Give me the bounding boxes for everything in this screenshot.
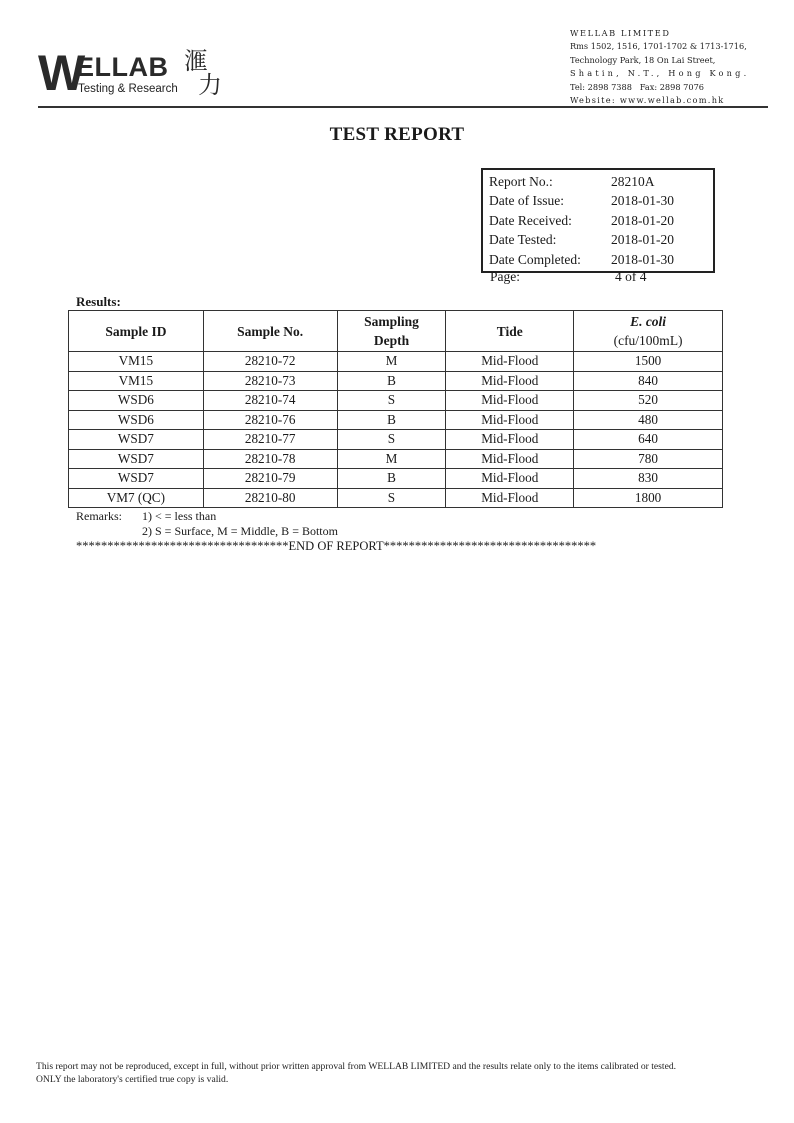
cell-ecoli: 480	[574, 410, 723, 430]
table-row	[69, 430, 723, 450]
logo-brand-text: ELLAB	[76, 52, 169, 82]
cell-depth: S	[337, 391, 446, 411]
logo-tagline: Testing & Research	[78, 83, 178, 95]
cell-sample-id: WSD7	[69, 449, 204, 469]
cell-depth: M	[337, 352, 446, 372]
table-row	[69, 391, 723, 411]
table-row	[69, 469, 723, 489]
cell-depth: S	[337, 430, 446, 450]
cell-sample-no: 28210-77	[203, 430, 337, 450]
cell-tide: Mid-Flood	[446, 488, 574, 508]
info-label: Date of Issue:	[489, 193, 564, 209]
info-label: Report No.:	[489, 173, 553, 189]
footer-line-1: This report may not be reproduced, except in full, without prior written approval from WELLAB LIMITED and the results relate only to the items calibrated or tested.	[36, 1061, 677, 1072]
remark-1: 1) < = less than	[142, 509, 217, 523]
logo-cjk-char-2: 力	[198, 73, 222, 99]
info-value: 28210A	[611, 173, 655, 189]
website: Website: www.wellab.com.hk	[570, 95, 725, 106]
table-row	[69, 488, 723, 508]
cell-ecoli: 830	[574, 469, 723, 489]
cell-sample-id: VM15	[69, 352, 204, 372]
info-value: 2018-01-20	[611, 232, 674, 248]
cell-sample-id: VM7 (QC)	[69, 488, 204, 508]
info-row-date-tested	[483, 231, 713, 251]
info-label: Date Completed:	[489, 251, 581, 267]
cell-ecoli: 1800	[574, 488, 723, 508]
cell-tide: Mid-Flood	[446, 410, 574, 430]
logo-cjk-char-1: 滙	[184, 49, 208, 75]
info-row-date-completed	[483, 250, 713, 270]
cell-sample-no: 28210-80	[203, 488, 337, 508]
table-row	[69, 410, 723, 430]
header-ecoli-unit: (cfu/100mL)	[613, 333, 683, 348]
header-sampling-depth	[337, 311, 446, 352]
page-number	[481, 269, 647, 285]
table-header-row	[69, 311, 723, 352]
info-row-date-of-issue	[483, 192, 713, 212]
address-line-1: Rms 1502, 1516, 1701-1702 & 1713-1716,	[570, 41, 747, 52]
address-line-3: Shatin, N.T., Hong Kong.	[570, 68, 750, 79]
cell-tide: Mid-Flood	[446, 352, 574, 372]
cell-sample-id: VM15	[69, 371, 204, 391]
results-table	[68, 310, 723, 508]
cell-tide: Mid-Flood	[446, 391, 574, 411]
cell-sample-no: 28210-74	[203, 391, 337, 411]
company-logo	[38, 46, 278, 106]
table-row	[69, 352, 723, 372]
info-label: Date Received:	[489, 212, 572, 228]
cell-sample-no: 28210-78	[203, 449, 337, 469]
cell-sample-id: WSD7	[69, 430, 204, 450]
page-title: TEST REPORT	[329, 124, 465, 145]
results-heading: Results:	[76, 294, 121, 309]
header-divider	[38, 106, 768, 108]
logo-letter-w: W	[38, 45, 84, 101]
footer-disclaimer	[36, 1060, 766, 1086]
table-row	[69, 449, 723, 469]
cell-sample-id: WSD6	[69, 391, 204, 411]
cell-depth: B	[337, 410, 446, 430]
cell-tide: Mid-Flood	[446, 371, 574, 391]
remarks-label: Remarks:	[76, 509, 122, 523]
address-line-2: Technology Park, 18 On Lai Street,	[570, 54, 716, 65]
cell-ecoli: 780	[574, 449, 723, 469]
cell-sample-no: 28210-76	[203, 410, 337, 430]
info-value: 2018-01-30	[611, 251, 674, 267]
header-ecoli-name: E. coli	[630, 314, 667, 329]
table-row	[69, 371, 723, 391]
footer-line-2: ONLY the laboratory's certified true copy is valid.	[36, 1074, 229, 1085]
info-row-report-no	[483, 172, 713, 192]
cell-sample-no: 28210-73	[203, 371, 337, 391]
cell-sample-no: 28210-79	[203, 469, 337, 489]
header-tide: Tide	[446, 311, 574, 352]
company-address-block	[570, 27, 770, 107]
cell-tide: Mid-Flood	[446, 469, 574, 489]
company-name: WELLAB LIMITED	[570, 28, 671, 38]
remarks	[76, 509, 338, 539]
cell-tide: Mid-Flood	[446, 449, 574, 469]
header-depth-line-2: Depth	[373, 333, 410, 348]
phone-fax: Tel: 2898 7388 Fax: 2898 7076	[570, 81, 704, 92]
header-ecoli	[574, 311, 723, 352]
header-sample-no: Sample No.	[203, 311, 337, 352]
cell-depth: B	[337, 469, 446, 489]
end-of-report: **********************************END OF REPORT**********************************	[76, 539, 597, 553]
cell-sample-id: WSD6	[69, 410, 204, 430]
page-label: Page:	[490, 269, 520, 284]
header-sample-id: Sample ID	[69, 311, 204, 352]
cell-ecoli: 640	[574, 430, 723, 450]
remark-2: 2) S = Surface, M = Middle, B = Bottom	[142, 524, 338, 538]
cell-depth: B	[337, 371, 446, 391]
info-row-date-received	[483, 211, 713, 231]
cell-ecoli: 840	[574, 371, 723, 391]
cell-tide: Mid-Flood	[446, 430, 574, 450]
page-value: 4 of 4	[615, 269, 647, 284]
cell-ecoli: 520	[574, 391, 723, 411]
cell-sample-id: WSD7	[69, 469, 204, 489]
report-info-box	[481, 168, 715, 273]
cell-sample-no: 28210-72	[203, 352, 337, 372]
cell-depth: M	[337, 449, 446, 469]
info-value: 2018-01-20	[611, 212, 674, 228]
cell-ecoli: 1500	[574, 352, 723, 372]
cell-depth: S	[337, 488, 446, 508]
info-label: Date Tested:	[489, 232, 557, 248]
info-value: 2018-01-30	[611, 193, 674, 209]
header-depth-line-1: Sampling	[364, 314, 419, 329]
